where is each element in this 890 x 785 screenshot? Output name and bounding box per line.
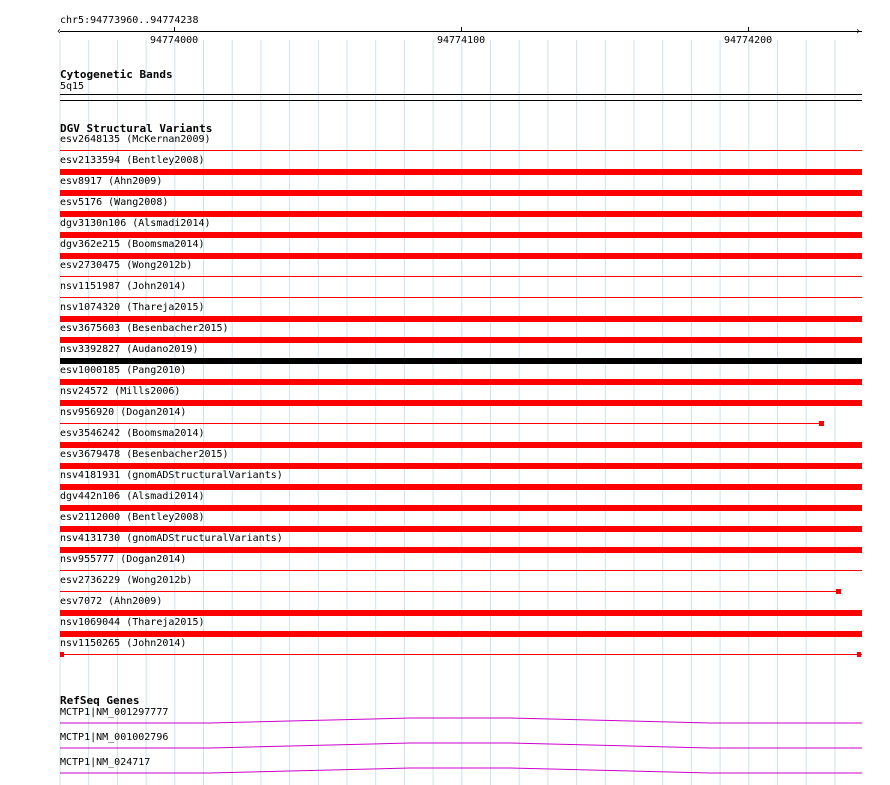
dgv-track-bar[interactable] [60, 379, 862, 385]
dgv-track-label: nsv1150265 (John2014) [60, 638, 187, 649]
ruler-tick [461, 27, 462, 32]
cytoband-title: Cytogenetic Bands [60, 68, 173, 81]
dgv-track-bar[interactable] [60, 400, 862, 406]
dgv-track-bar[interactable] [60, 337, 862, 343]
dgv-track-bar[interactable] [60, 423, 822, 424]
cytoband-label: 5q15 [60, 81, 85, 92]
dgv-track-label: dgv3130n106 (Alsmadi2014) [60, 218, 211, 229]
dgv-track-label: dgv442n106 (Alsmadi2014) [60, 491, 205, 502]
ruler-coordinates: chr5:94773960..94774238 [60, 15, 199, 26]
dgv-track-label: esv2730475 (Wong2012b) [60, 260, 193, 271]
refseq-gene-line[interactable] [60, 742, 862, 750]
dgv-track-bar[interactable] [60, 169, 862, 175]
dgv-track-label: esv5176 (Wang2008) [60, 197, 169, 208]
dgv-track-label: nsv956920 (Dogan2014) [60, 407, 187, 418]
dgv-track-bar[interactable] [60, 211, 862, 217]
dgv-track-bar[interactable] [60, 631, 862, 637]
dgv-track-label: nsv3392827 (Audano2019) [60, 344, 199, 355]
dgv-track-bar[interactable] [60, 150, 862, 151]
ruler-tick-label: 94774200 [724, 35, 773, 46]
dgv-track-bar[interactable] [60, 610, 862, 616]
dgv-track-bar[interactable] [60, 591, 838, 592]
dgv-track-bar[interactable] [60, 484, 862, 490]
dgv-track-label: esv2112000 (Bentley2008) [60, 512, 205, 523]
dgv-track-bar[interactable] [60, 442, 862, 448]
dgv-track-bar[interactable] [60, 232, 862, 238]
dgv-track-bar[interactable] [60, 358, 862, 364]
cytoband-line [60, 100, 862, 101]
dgv-track-bar[interactable] [60, 316, 862, 322]
dgv-track-bar[interactable] [60, 253, 862, 259]
dgv-track-label: dgv362e215 (Boomsma2014) [60, 239, 205, 250]
refseq-gene-label: MCTP1|NM_024717 [60, 757, 151, 768]
dgv-track-bar[interactable] [60, 570, 862, 571]
ruler-right-arrow-icon: › [855, 26, 862, 37]
dgv-track-label: esv2648135 (McKernan2009) [60, 134, 211, 145]
dgv-track-label: nsv4131730 (gnomADStructuralVariants) [60, 533, 283, 544]
dgv-track-bar[interactable] [60, 526, 862, 532]
dgv-track-bar[interactable] [60, 463, 862, 469]
dgv-track-label: esv7072 (Ahn2009) [60, 596, 163, 607]
refseq-gene-line[interactable] [60, 717, 862, 725]
dgv-track-label: nsv1069044 (Thareja2015) [60, 617, 205, 628]
dgv-track-label: nsv955777 (Dogan2014) [60, 554, 187, 565]
dgv-track-label: nsv24572 (Mills2006) [60, 386, 181, 397]
cytoband-line [60, 94, 862, 95]
dgv-track-label: esv3546242 (Boomsma2014) [60, 428, 205, 439]
dgv-title: DGV Structural Variants [60, 122, 213, 135]
dgv-track-bar[interactable] [60, 654, 862, 655]
dgv-track-label: esv3675603 (Besenbacher2015) [60, 323, 229, 334]
dgv-track-label: esv1000185 (Pang2010) [60, 365, 187, 376]
dgv-track-label: esv3679478 (Besenbacher2015) [60, 449, 229, 460]
refseq-gene-line[interactable] [60, 767, 862, 775]
dgv-track-label: nsv1074320 (Thareja2015) [60, 302, 205, 313]
ruler-tick [174, 27, 175, 32]
ruler-tick [748, 27, 749, 32]
refseq-title: RefSeq Genes [60, 694, 140, 707]
dgv-track-label: esv2736229 (Wong2012b) [60, 575, 193, 586]
dgv-track-label: nsv4181931 (gnomADStructuralVariants) [60, 470, 283, 481]
dgv-track-label: esv2133594 (Bentley2008) [60, 155, 205, 166]
dgv-track-bar[interactable] [60, 547, 862, 553]
dgv-track-bar[interactable] [60, 276, 862, 277]
refseq-gene-label: MCTP1|NM_001297777 [60, 707, 169, 718]
dgv-track-bar[interactable] [60, 190, 862, 196]
dgv-track-label: esv8917 (Ahn2009) [60, 176, 163, 187]
dgv-track-bar[interactable] [60, 505, 862, 511]
dgv-track-label: nsv1151987 (John2014) [60, 281, 187, 292]
ruler-left-arrow-icon: ‹ [56, 26, 63, 37]
refseq-gene-label: MCTP1|NM_001002796 [60, 732, 169, 743]
ruler-tick-label: 94774100 [437, 35, 486, 46]
ruler-tick-label: 94774000 [150, 35, 199, 46]
dgv-track-bar[interactable] [60, 297, 862, 298]
